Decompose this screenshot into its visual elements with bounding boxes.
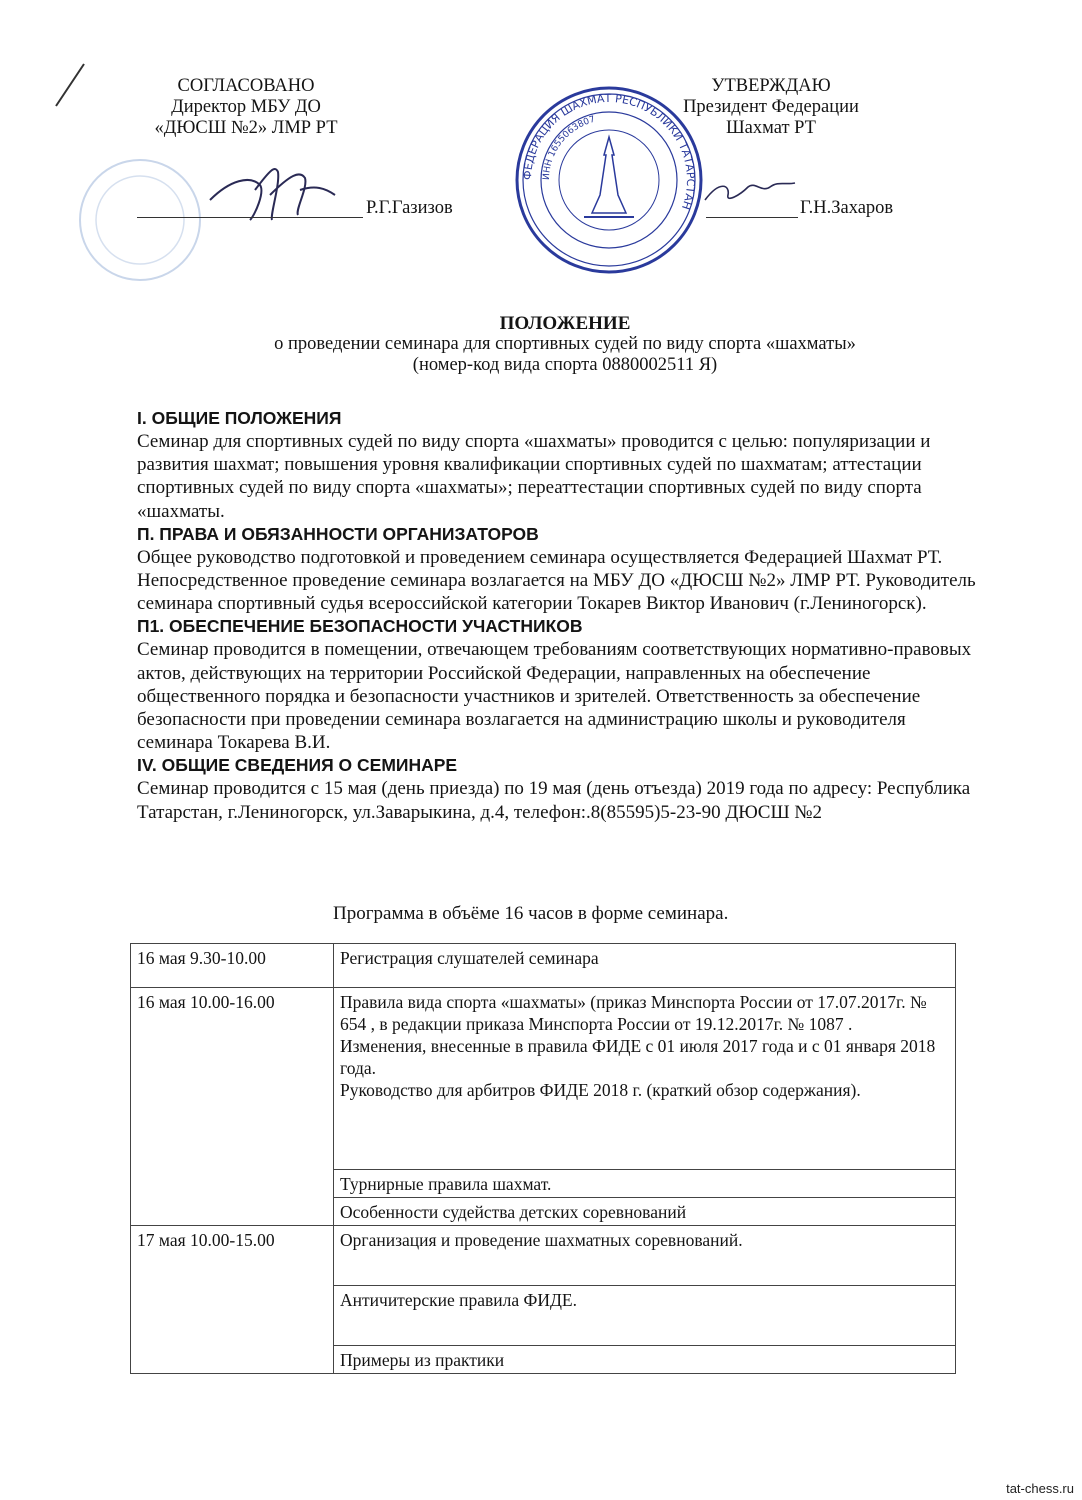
signer-left: Р.Г.Газизов (366, 198, 453, 218)
seal-inner-textpath: ИНН 1655063807 (541, 114, 597, 181)
schedule-time: 16 мая 10.00-16.00 (131, 988, 334, 1226)
approval-right-line2: Президент Федерации (683, 97, 859, 117)
approval-left-line1: СОГЛАСОВАНО (177, 76, 315, 96)
approval-left-line3: «ДЮСШ №2» ЛМР РТ (154, 118, 338, 138)
program-caption: Программа в объёме 16 часов в форме семинара. (333, 903, 729, 924)
schedule-topic: Античитерские правила ФИДЕ. (334, 1286, 956, 1346)
document-body (137, 407, 977, 824)
title-code: (номер-код вида спорта 0880002511 Я) (412, 355, 718, 375)
official-seal-icon (514, 85, 704, 275)
section-2-heading: П. ПРАВА И ОБЯЗАННОСТИ ОРГАНИЗАТОРОВ (137, 523, 539, 544)
section-2-text: Общее руководство подготовкой и проведением семинара осуществляется Федерацией Шахмат РТ. Непосредственное проведение семинара возлагается на МБУ ДО «ДЮСШ №2» ЛМР РТ. Руководитель семинара спортивный судья всероссийской категории Токарев Виктор Иванович (г.Лениногорск). (137, 546, 976, 615)
title-sub: о проведении семинара для спортивных судей по виду спорта «шахматы» (274, 334, 856, 354)
section-3-heading: П1. ОБЕСПЕЧЕНИЕ БЕЗОПАСНОСТИ УЧАСТНИКОВ (137, 616, 583, 637)
schedule-time: 17 мая 10.00-15.00 (131, 1226, 334, 1374)
approval-right-line1: УТВЕРЖДАЮ (711, 76, 831, 96)
section-4-text: Семинар проводится с 15 мая (день приезда) по 19 мая (день отъезда) 2019 года по адресу: Республика Татарстан, г.Лениногорск, ул.Заварыкина, д.4, телефон:.8(85595)5-23-90 ДЮСШ №2 (137, 778, 971, 823)
title-main: ПОЛОЖЕНИЕ (499, 313, 631, 334)
document-title (150, 313, 980, 376)
signature-line-left (137, 217, 363, 218)
table-row (131, 988, 956, 1170)
schedule-topic-changes: Изменения, внесенные в правила ФИДЕ с 01 июля 2017 года и с 01 января 2018 года. (340, 1036, 936, 1078)
schedule-topic: Организация и проведение шахматных соревнований. (334, 1226, 956, 1286)
section-1-heading: I. ОБЩИЕ ПОЛОЖЕНИЯ (137, 408, 342, 428)
schedule-topic-rules: Правила вида спорта «шахматы» (приказ Минспорта России от 17.07.2017г. № 654 , в редакции приказа Минспорта России от 19.12.2017г. № 1087 . (340, 992, 927, 1034)
section-1-text: Семинар для спортивных судей по виду спорта «шахматы» проводится с целью: популяризации и развития шахмат; повышения уровня квалификации спортивных судей по шахматам; аттестации спортивных судей по виду спорта «шахматы»; переаттестации спортивных судей по виду спорта «шахматы. (137, 431, 931, 522)
section-4-heading: IV. ОБЩИЕ СВЕДЕНИЯ О СЕМИНАРЕ (137, 755, 458, 776)
approval-right-line3: Шахмат РТ (726, 118, 816, 138)
site-watermark: tat-chess.ru (1006, 1481, 1074, 1496)
signature-right-icon (700, 165, 800, 215)
schedule-topic-guide: Руководство для арбитров ФИДЕ 2018 г. (краткий обзор содержания). (340, 1080, 861, 1100)
schedule-topic: Регистрация слушателей семинара (334, 944, 956, 988)
table-row (131, 944, 956, 988)
section-3-text: Семинар проводится в помещении, отвечающем требованиям соответствующих нормативно-правовых актов, действующих на территории Российской Федерации, направленных на обеспечение общественного порядка и безопасности участников и зрителей. Ответственность за обеспечение безопасности при проведении семинара возлагается на администрацию школы и руководителя семинара Токарева В.И. (137, 639, 972, 754)
schedule-topic: Примеры из практики (334, 1346, 956, 1374)
schedule-topic: Особенности судейства детских соревнований (334, 1198, 956, 1226)
schedule-table (130, 943, 956, 1374)
table-row (131, 1226, 956, 1286)
schedule-time: 16 мая 9.30-10.00 (131, 944, 334, 988)
signer-right: Г.Н.Захаров (800, 198, 894, 218)
schedule-topic: Турнирные правила шахмат. (334, 1170, 956, 1198)
signature-left-icon (200, 160, 350, 230)
schedule-topic (334, 988, 956, 1170)
corner-mark (50, 60, 90, 110)
approval-left-line2: Директор МБУ ДО (171, 97, 321, 117)
approval-left (128, 76, 364, 139)
seal-outer-textpath: ФЕДЕРАЦИЯ ШАХМАТ РЕСПУБЛИКИ ТАТАРСТАН (520, 91, 698, 212)
faint-stamp-left (70, 150, 210, 290)
signature-line-right (706, 217, 798, 218)
